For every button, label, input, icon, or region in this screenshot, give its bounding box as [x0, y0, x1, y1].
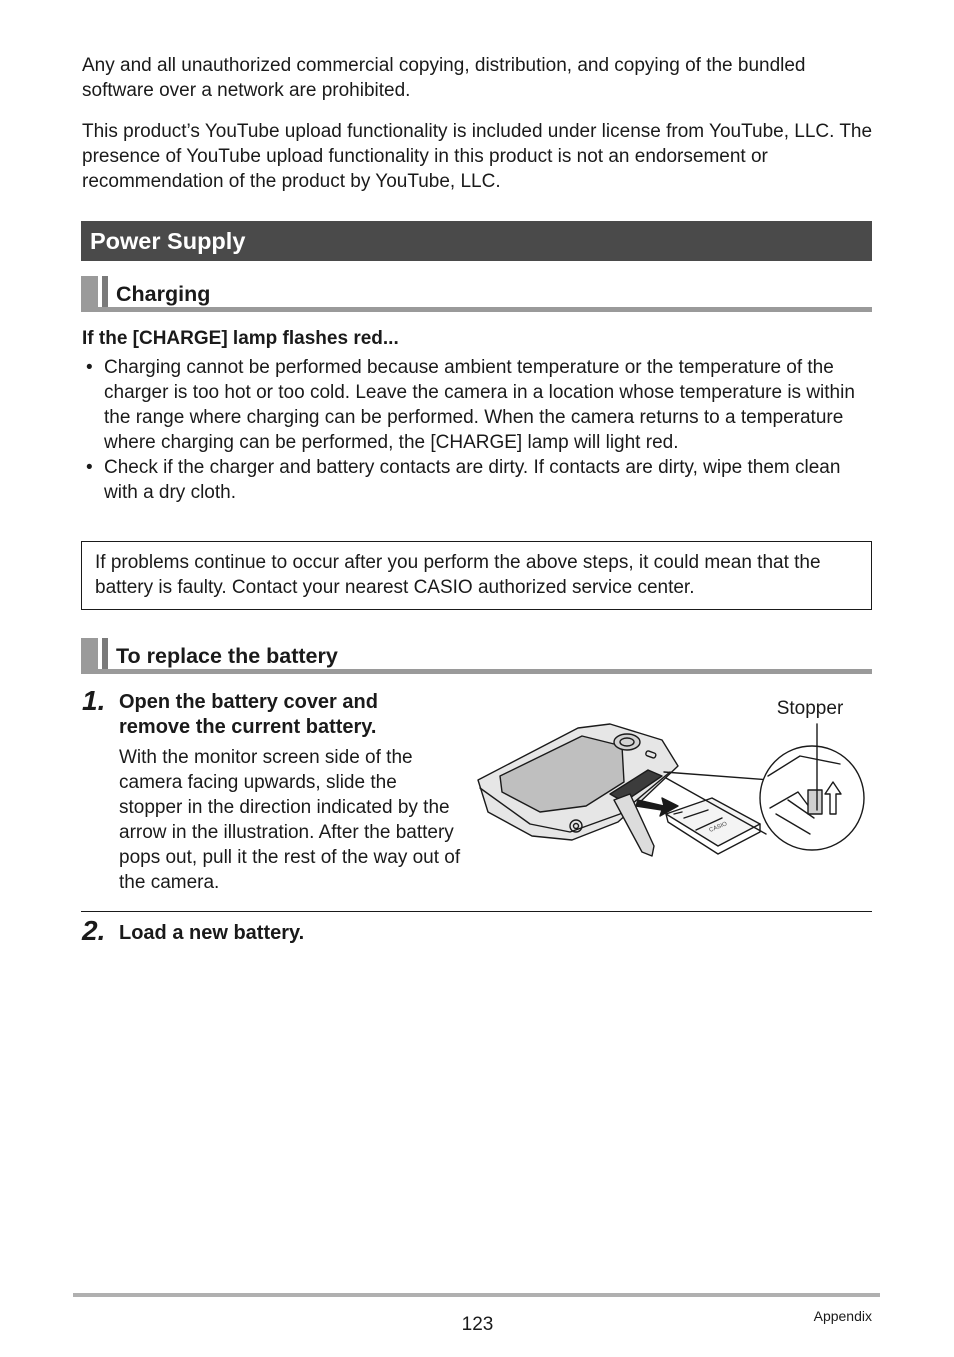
charging-bullet-list — [82, 355, 872, 505]
step-2-number: 2. — [82, 915, 106, 946]
footer-section-label: Appendix — [813, 1308, 872, 1324]
bullet-text: Charging cannot be performed because ambient temperature or the temperature of the charger is too hot or too cold. Leave the camera in a location whose temperature is within the range where charging can be performed. When the camera returns to a temperature where charging can be performed, the [CHARGE] lamp will light red. — [104, 357, 855, 453]
step-1-body: With the monitor screen side of the camera facing upwards, slide the stopper in the direction indicated by the arrow in the illustration. After the battery pops out, pull it the rest of the way out of the camera. — [119, 747, 461, 893]
bullet-dot: • — [86, 357, 93, 378]
step-1-title: Open the battery cover and remove the current battery. — [119, 691, 378, 738]
bullet-dot: • — [86, 457, 93, 478]
note-box — [81, 541, 872, 610]
bullet-text: Check if the charger and battery contacts are dirty. If contacts are dirty, wipe them clean with a dry cloth. — [104, 457, 841, 503]
section-title: Power Supply — [90, 228, 246, 254]
charging-subheading — [81, 276, 872, 312]
intro-paragraph-2: This product’s YouTube upload functionality is included under license from YouTube, LLC. The presence of YouTube upload functionality in this product is not an endorsement or recommendation of the product by YouTube, LLC. — [82, 121, 873, 192]
section-title-bar — [81, 221, 872, 261]
step-2-title: Load a new battery. — [119, 922, 305, 944]
step-1-number: 1. — [82, 685, 106, 716]
page-number: 123 — [461, 1314, 494, 1335]
camera-dial — [614, 734, 640, 750]
list-item — [82, 455, 872, 505]
intro-paragraph-1: Any and all unauthorized commercial copying, distribution, and copying of the bundled software over a network are prohibited. — [82, 55, 806, 101]
replace-heading: To replace the battery — [116, 644, 338, 668]
callout-line-top — [664, 772, 770, 780]
battery-replacement-illustration — [470, 690, 870, 870]
stopper-label: Stopper — [776, 698, 844, 719]
stopper-part — [808, 790, 822, 814]
charging-condition: If the [CHARGE] lamp flashes red... — [82, 328, 399, 349]
list-item — [82, 355, 872, 455]
replace-subheading — [81, 638, 872, 674]
step-divider — [81, 911, 872, 912]
charging-heading: Charging — [116, 282, 211, 306]
note-text: If problems continue to occur after you perform the above steps, it could mean that the battery is faulty. Contact your nearest CASIO authorized service center. — [95, 552, 821, 598]
subheading-rule — [81, 669, 872, 674]
footer-rule — [73, 1293, 880, 1297]
battery-brand-text: CASIO — [708, 821, 729, 834]
subheading-rule — [81, 307, 872, 312]
